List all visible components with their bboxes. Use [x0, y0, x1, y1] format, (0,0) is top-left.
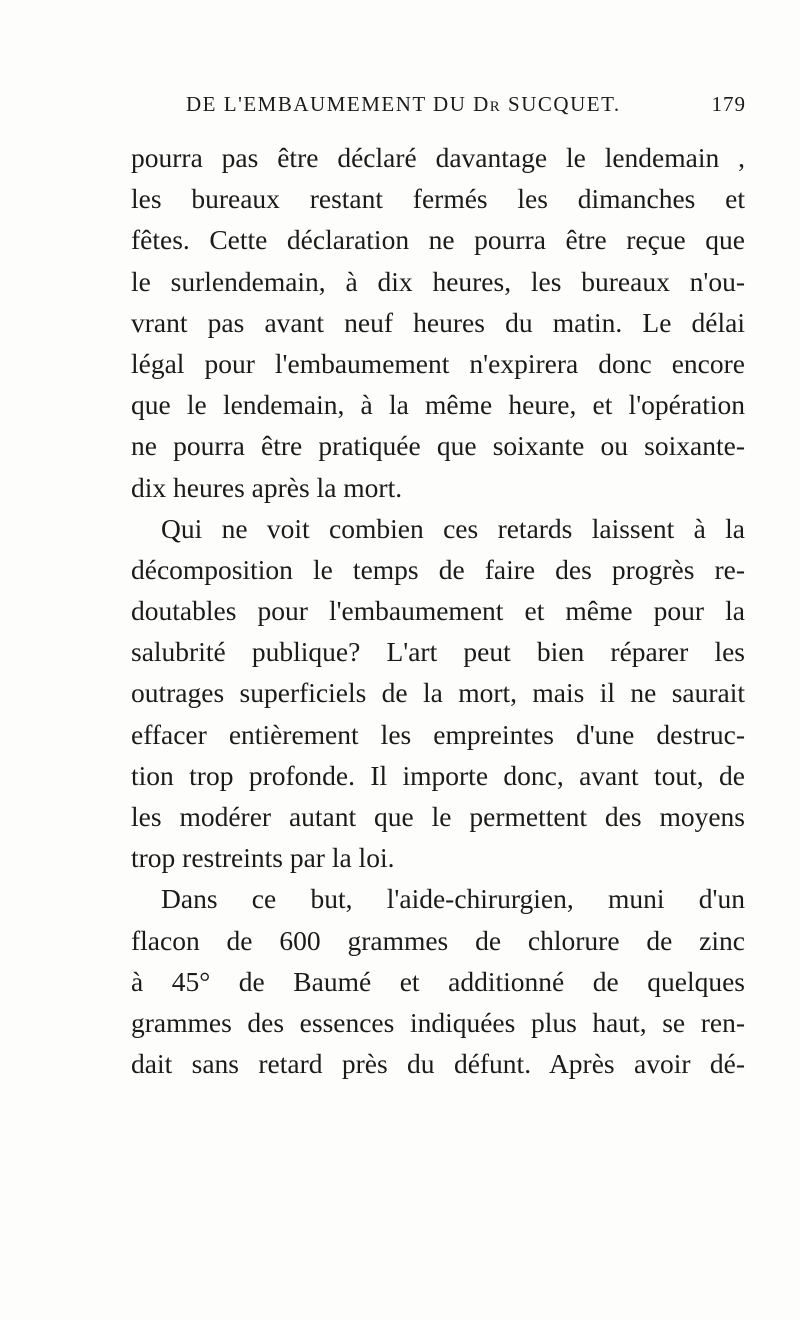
- text-line: grammes des essences indiquées plus haut, se ren-: [131, 1006, 745, 1038]
- page-number: 179: [711, 92, 746, 116]
- text-line: décomposition le temps de faire des progrès re-: [131, 553, 745, 585]
- text-line: tion trop profonde. Il importe donc, avant tout, de: [131, 759, 745, 791]
- paragraph-end-line: dix heures après la mort.: [131, 471, 403, 503]
- text-line: vrant pas avant neuf heures du matin. Le délai: [131, 306, 745, 338]
- paragraph-start-line: Dans ce but, l'aide-chirurgien, muni d'un: [161, 883, 745, 915]
- text-line: salubrité publique? L'art peut bien réparer les: [131, 636, 745, 668]
- text-line: fêtes. Cette déclaration ne pourra être reçue que: [131, 224, 745, 256]
- body-text: [131, 137, 745, 1084]
- text-line: le surlendemain, à dix heures, les bureaux n'ou-: [131, 265, 745, 297]
- running-title: DE L'EMBAUMEMENT DU Dr SUCQUET.: [186, 92, 621, 116]
- text-line: légal pour l'embaumement n'expirera donc encore: [131, 347, 745, 379]
- text-line: effacer entièrement les empreintes d'une destruc-: [131, 718, 745, 750]
- text-line: que le lendemain, à la même heure, et l'opération: [131, 389, 745, 421]
- running-header: [186, 92, 746, 122]
- text-line: à 45° de Baumé et additionné de quelques: [131, 965, 745, 997]
- paragraph-start-line: Qui ne voit combien ces retards laissent à la: [161, 512, 745, 544]
- text-line: les modérer autant que le permettent des moyens: [131, 801, 745, 832]
- text-line: doutables pour l'embaumement et même pour la: [131, 595, 745, 627]
- text-line: pourra pas être déclaré davantage le lendemain ,: [131, 142, 745, 173]
- text-line: les bureaux restant fermés les dimanches et: [131, 183, 745, 215]
- text-line: ne pourra être pratiquée que soixante ou soixante-: [131, 430, 745, 462]
- text-line: flacon de 600 grammes de chlorure de zinc: [131, 924, 745, 956]
- text-line: dait sans retard près du défunt. Après avoir dé-: [131, 1048, 745, 1080]
- paragraph-end-line: trop restreints par la loi.: [131, 842, 395, 874]
- text-line: outrages superficiels de la mort, mais il ne saurait: [131, 677, 745, 709]
